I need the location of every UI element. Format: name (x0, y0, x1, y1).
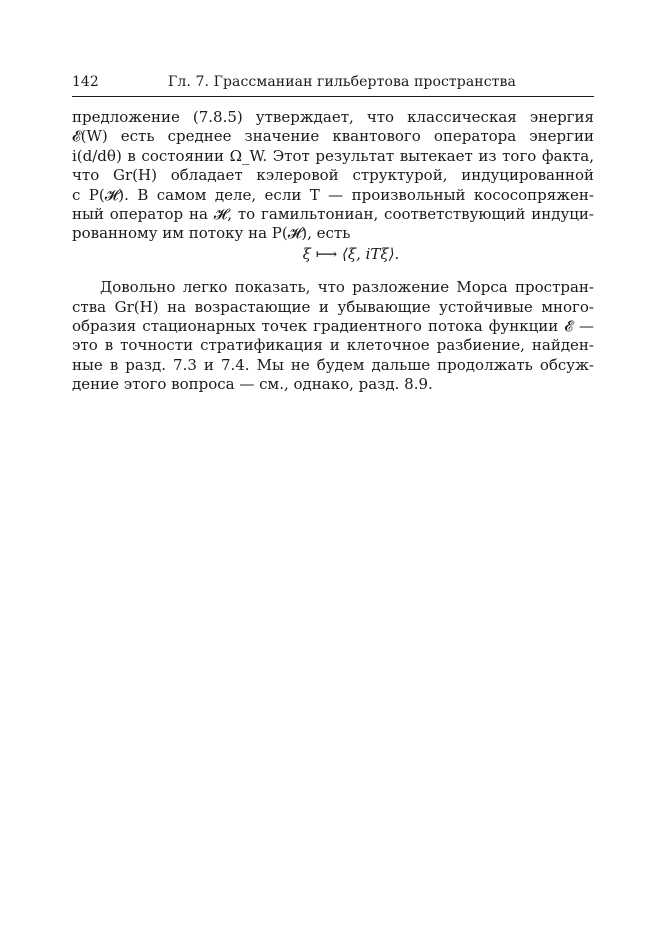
page-number: 142 (72, 74, 99, 90)
page-body (72, 108, 594, 395)
text-line: ства Gr(H) на возрастающие и убывающие устойчивые много- (72, 297, 594, 316)
text-line: ные в разд. 7.3 и 7.4. Мы не будем дальше продолжать обсуж- (72, 355, 594, 374)
text-line: предложение (7.8.5) утверждает, что классическая энергия (72, 108, 594, 126)
text-line: Довольно легко показать, что разложение Морса простран- (100, 278, 594, 297)
text-line: с P(𝓗). В самом деле, если T — произвольный кососопряжен- (72, 185, 594, 204)
text-line: рованному им потоку на P(𝓗), есть (72, 224, 351, 243)
text-line: это в точности стратификация и клеточное разбиение, найден- (72, 336, 594, 355)
header-rule (72, 96, 594, 97)
paragraph-1 (72, 108, 594, 264)
text-line: 𝓔(W) есть среднее значение квантового оператора энергии (72, 127, 594, 146)
text-line: i(d/dθ) в состоянии Ω_W. Этот результат вытекает из того факта, (72, 146, 594, 165)
page-header (72, 74, 594, 96)
paragraph-gap (72, 264, 594, 278)
display-formula: ξ ⟼ ⟨ξ, iTξ⟩. (302, 244, 400, 263)
text-line: дение этого вопроса — см., однако, разд. 8.9. (72, 375, 433, 394)
text-line: образия стационарных точек градиентного потока функции 𝓔 — (72, 317, 594, 336)
text-line: ный оператор на 𝓗, то гамильтониан, соответствующий индуци- (72, 205, 594, 224)
running-title: Гл. 7. Грассманиан гильбертова пространства (168, 74, 516, 90)
text-line: что Gr(H) обладает кэлеровой структурой, индуцированной (72, 166, 594, 185)
paragraph-2 (72, 278, 594, 394)
